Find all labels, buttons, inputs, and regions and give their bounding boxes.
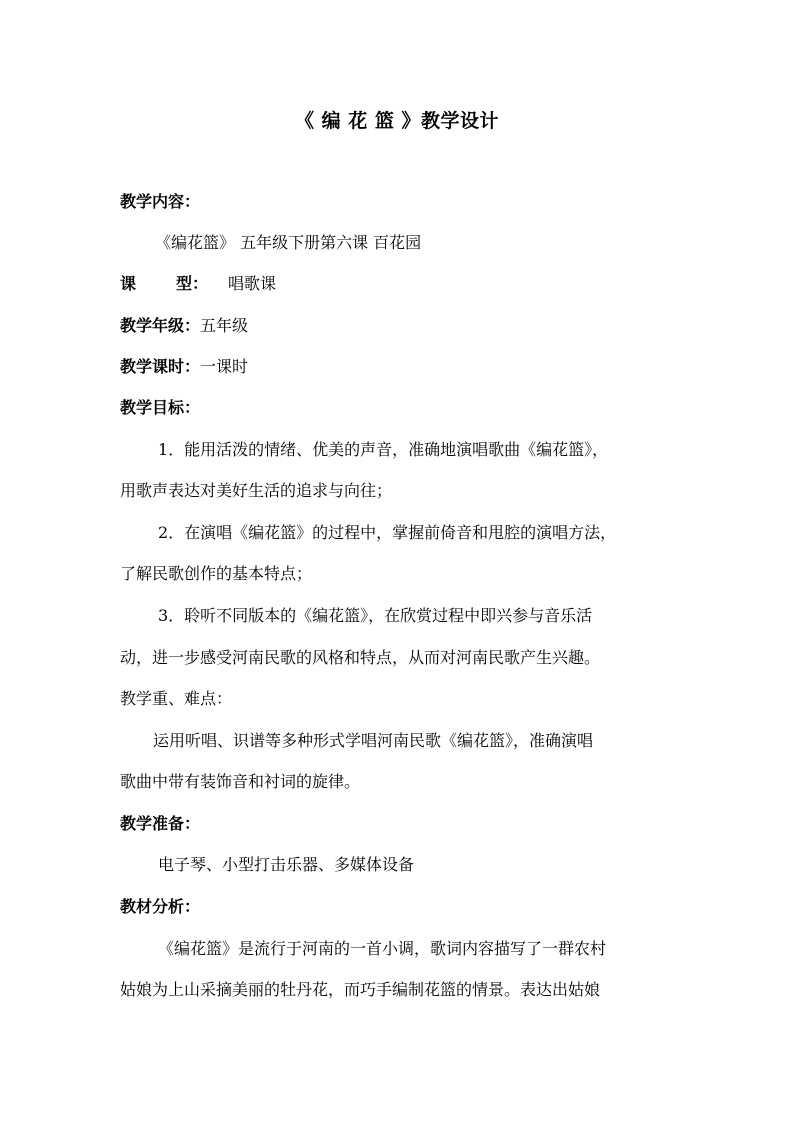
hours-label: 教学课时： [120,357,201,376]
goal-3-line-1: 3．聆听不同版本的《编花篮》，在欣赏过程中即兴参与音乐活 [158,606,593,625]
hours-row [120,357,678,377]
keypoints-line-2: 歌曲中带有装饰音和衬词的旋律。 [120,772,361,791]
section-heading-keypoints: 教学重、难点： [120,689,233,708]
grade-label: 教学年级： [120,316,201,335]
section-heading-prep: 教学准备： [120,814,201,833]
hours-value: 一课时 [200,357,249,376]
type-row [120,274,678,294]
prep-text: 电子琴、小型打击乐器、多媒体设备 [158,855,415,874]
goal-2-line-1: 2．在演唱《编花篮》的过程中，掌握前倚音和甩腔的演唱方法， [158,523,617,542]
analysis-line-2: 姑娘为上山采摘美丽的牡丹花，而巧手编制花篮的情景。表达出姑娘 [120,980,601,999]
type-value: 唱歌课 [228,274,277,293]
grade-row [120,316,678,336]
goal-2-line-2: 了解民歌创作的基本特点； [120,564,313,583]
type-label-2: 型： [176,274,209,293]
goal-1-line-1: 1．能用活泼的情绪、优美的声音，准确地演唱歌曲《编花篮》， [158,440,609,459]
grade-value: 五年级 [200,316,249,335]
section-heading-content: 教学内容： [120,192,201,211]
goal-1-line-2: 用歌声表达对美好生活的追求与向往； [120,481,393,500]
keypoints-line-1: 运用听唱、识谱等多种形式学唱河南民歌《编花篮》，准确演唱 [153,731,594,750]
type-label-1: 课 [120,274,137,293]
goal-3-line-2: 动，进一步感受河南民歌的风格和特点，从而对河南民歌产生兴趣。 [120,648,601,667]
page-title: 《 编 花 篮 》教学设计 [295,110,499,132]
content-text: 《编花篮》 五年级下册第六课 百花园 [155,233,422,252]
section-heading-goals: 教学目标： [120,398,201,417]
section-heading-analysis: 教材分析： [120,897,201,916]
analysis-line-1: 《编花篮》是流行于河南的一首小调，歌词内容描写了一群农村 [158,939,607,958]
